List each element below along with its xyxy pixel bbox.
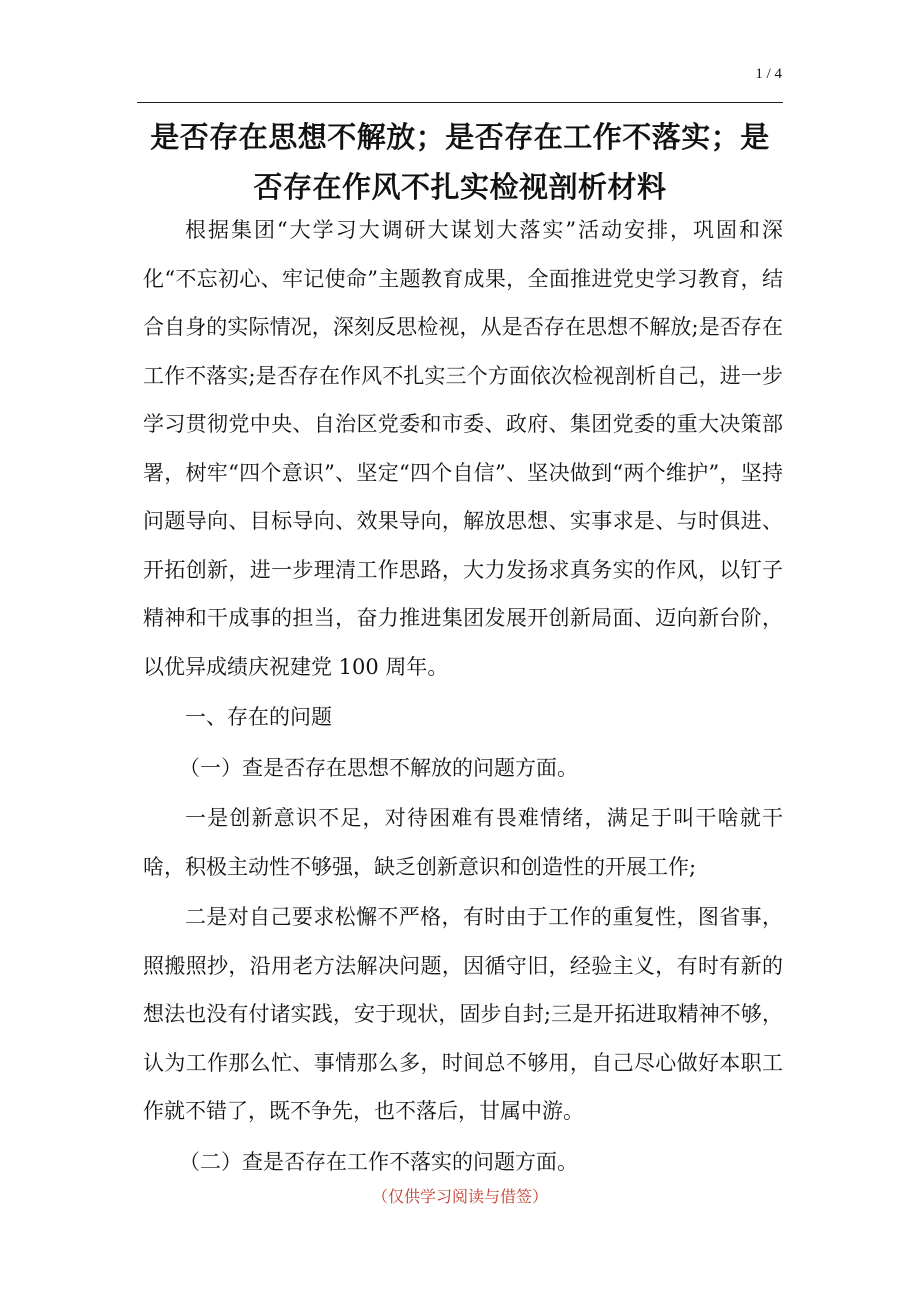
section-heading-problems: 一、存在的问题 [185, 705, 332, 729]
paragraph-item-1: 一是创新意识不足，对待困难有畏难情绪，满足于叫干啥就干啥，积极主动性不够强，缺乏创新意识和创造性的开展工作; [143, 806, 783, 879]
document-title: 是否存在思想不解放；是否存在工作不落实；是否存在作风不扎实检视剖析材料 [150, 120, 770, 204]
document-body [143, 206, 783, 1186]
footer-note: （仅供学习阅读与借签） [371, 1187, 548, 1206]
paragraph-item-2: 二是对自己要求松懈不严格，有时由于工作的重复性，图省事，照搬照抄，沿用老方法解决问题，因循守旧，经验主义，有时有新的想法也没有付诸实践，安于现状，固步自封;三是开拓进取精神不够，认为工作那么忙、事情那么多，时间总不够用，自己尽心做好本职工作就不错了，既不争先，也不落后，甘属中游。 [143, 905, 783, 1123]
intro-paragraph: 根据集团“大学习大调研大谋划大落实”活动安排，巩固和深化“不忘初心、牢记使命”主题教育成果，全面推进党史学习教育，结合自身的实际情况，深刻反思检视，从是否存在思想不解放;是否存在工作不落实;是否存在作风不扎实三个方面依次检视剖析自己，进一步学习贯彻党中央、自治区党委和市委、政府、集团党委的重大决策部署，树牢“四个意识”、坚定“四个自信”、坚决做到“两个维护”，坚持问题导向、目标导向、效果导向，解放思想、实事求是、与时俱进、开拓创新，进一步理清工作思路，大力发扬求真务实的作风，以钉子精神和干成事的担当，奋力推进集团发展开创新局面、迈向新台阶，以优异成绩庆祝建党 100 周年。 [143, 218, 783, 679]
subsection-heading-2: （二）查是否存在工作不落实的问题方面。 [179, 1149, 578, 1174]
subsection-heading-1: （一）查是否存在思想不解放的问题方面。 [179, 755, 578, 780]
header-divider [137, 102, 783, 103]
page-number: 1 / 4 [755, 66, 782, 82]
